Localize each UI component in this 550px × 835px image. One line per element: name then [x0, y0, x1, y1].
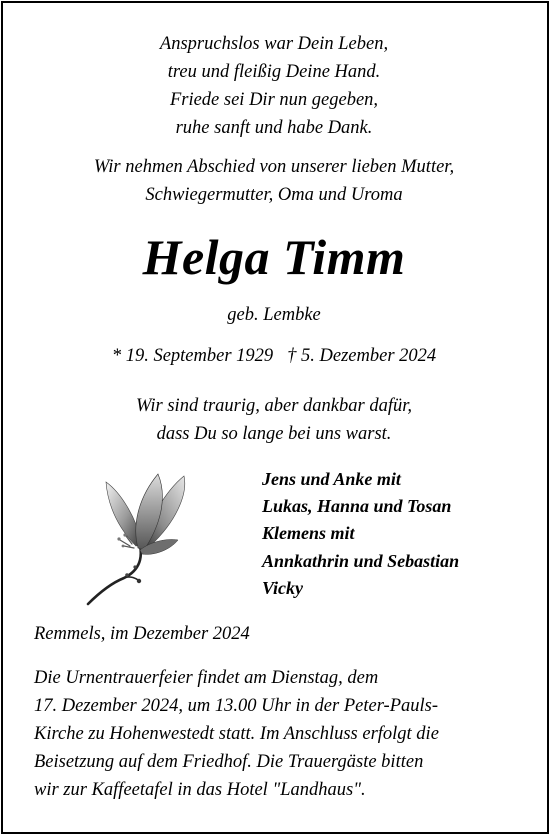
poem [0, 30, 548, 142]
intro-text [0, 153, 548, 209]
notice-line: 17. Dezember 2024, um 13.00 Uhr in der Peter-Pauls- [34, 696, 439, 716]
deceased-name: Helga Timm [142, 229, 406, 285]
intro-line: Schwiegermutter, Oma und Uroma [145, 185, 403, 205]
poem-line: Anspruchslos war Dein Leben, [159, 34, 389, 54]
intro-line: Wir nehmen Abschied von unserer lieben Mutter, [93, 157, 455, 177]
death-date: † 5. Dezember 2024 [287, 346, 437, 366]
birth-date: * 19. September 1929 [111, 346, 274, 366]
place-and-date: Remmels, im Dezember 2024 [34, 624, 250, 644]
funeral-notice [34, 664, 524, 804]
poem-line: ruhe sanft und habe Dank. [175, 118, 373, 138]
survivor-line: Annkathrin und Sebastian [262, 550, 460, 571]
gratitude-line: Wir sind traurig, aber dankbar dafür, [136, 396, 412, 416]
survivor-line: Lukas, Hanna und Tosan [262, 496, 452, 517]
notice-line: Beisetzung auf dem Friedhof. Die Trauergäste bitten [34, 752, 424, 772]
gratitude-text [0, 392, 548, 448]
survivor-line: Klemens mit [262, 523, 355, 544]
poem-line: treu und fleißig Deine Hand. [167, 62, 381, 82]
notice-line: Die Urnentrauerfeier findet am Dienstag, dem [34, 668, 379, 688]
survivor-line: Jens und Anke mit [262, 469, 401, 489]
survivors-list [262, 466, 459, 602]
gratitude-line: dass Du so lange bei uns warst. [156, 424, 392, 444]
life-dates [0, 342, 548, 370]
notice-line: Kirche zu Hohenwestedt statt. Im Anschluss erfolgt die [34, 724, 439, 744]
survivor-line: Vicky [262, 577, 303, 598]
poem-line: Friede sei Dir nun gegeben, [169, 90, 379, 110]
maiden-name: geb. Lembke [227, 305, 321, 325]
magnolia-branch-icon [80, 464, 190, 609]
notice-line: wir zur Kaffeetafel in das Hotel "Landhaus". [34, 780, 366, 800]
